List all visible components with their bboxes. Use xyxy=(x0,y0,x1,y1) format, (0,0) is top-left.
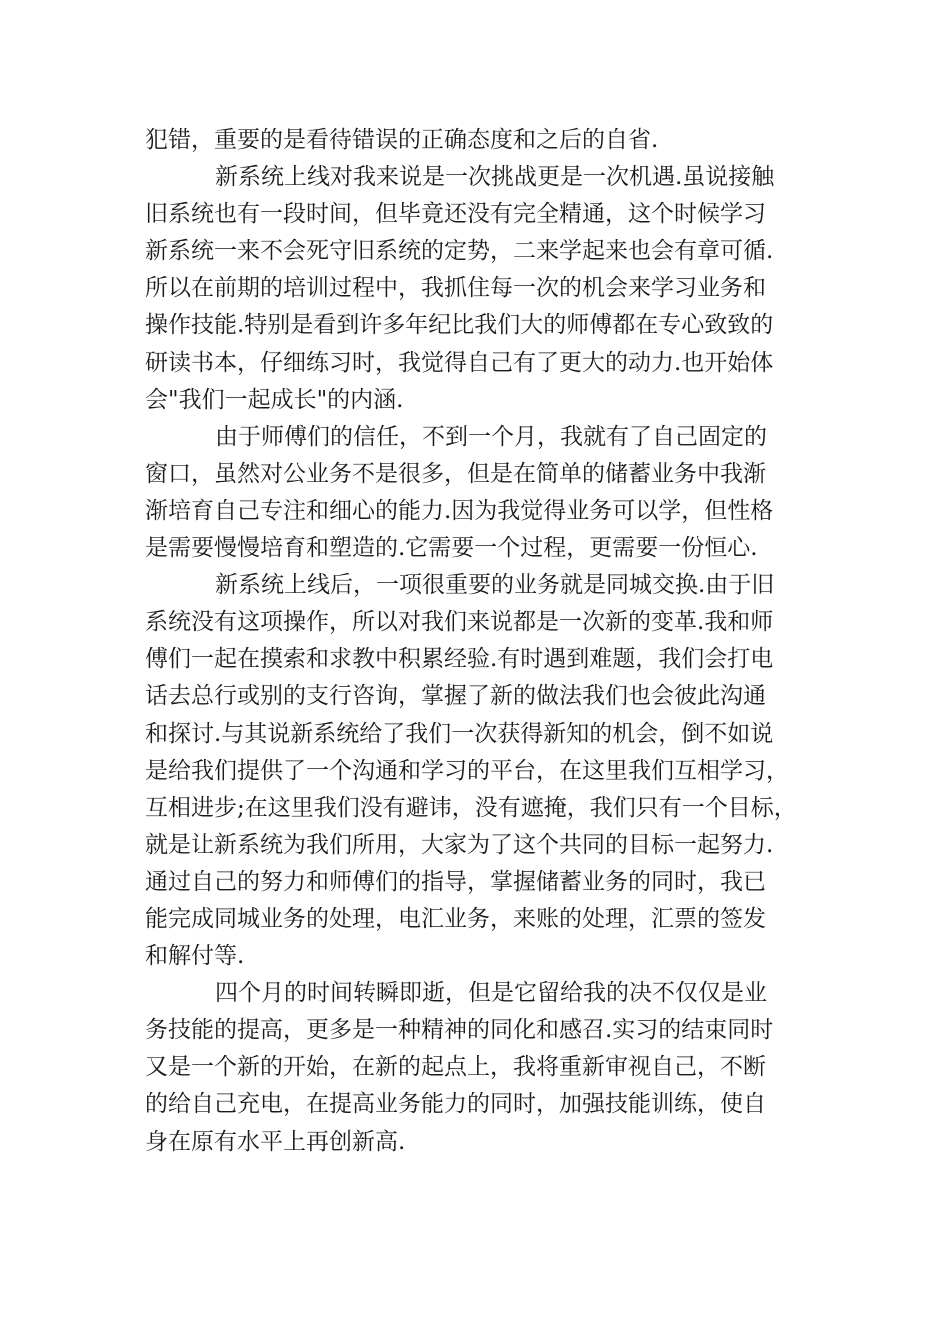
text-line: 是需要慢慢培育和塑造的.它需要一个过程，更需要一份恒心. xyxy=(145,535,758,562)
text-line: 务技能的提高，更多是一种精神的同化和感召.实习的结束同时 xyxy=(145,1017,774,1044)
paragraph-first-line: 新系统上线后，一项很重要的业务就是同城交换.由于旧 xyxy=(215,572,775,599)
text-line: 新系统一来不会死守旧系统的定势，二来学起来也会有章可循. xyxy=(145,238,774,265)
text-line: 又是一个新的开始，在新的起点上，我将重新审视自己，不断 xyxy=(145,1054,766,1081)
text-line: 傅们一起在摸索和求教中积累经验.有时遇到难题，我们会打电 xyxy=(145,646,774,673)
text-line: 窗口，虽然对公业务不是很多，但是在简单的储蓄业务中我渐 xyxy=(145,460,766,487)
text-line: 旧系统也有一段时间，但毕竟还没有完全精通，这个时候学习 xyxy=(145,201,766,228)
text-line: 和解付等. xyxy=(145,943,245,970)
paragraph-first-line: 由于师傅们的信任，不到一个月，我就有了自己固定的 xyxy=(215,423,767,450)
text-line: 互相进步;在这里我们没有避讳，没有遮掩，我们只有一个目标， xyxy=(145,794,797,821)
paragraph-first-line: 四个月的时间转瞬即逝，但是它留给我的决不仅仅是业 xyxy=(215,980,767,1007)
text-line: 系统没有这项操作，所以对我们来说都是一次新的变革.我和师 xyxy=(145,609,774,636)
document-body xyxy=(145,122,815,1161)
text-line: 会"我们一起成长"的内涵. xyxy=(145,386,404,413)
text-line: 的给自己充电，在提高业务能力的同时，加强技能训练，使自 xyxy=(145,1091,766,1118)
text-line: 操作技能.特别是看到许多年纪比我们大的师傅都在专心致致的 xyxy=(145,312,774,339)
text-line: 身在原有水平上再创新高. xyxy=(145,1128,406,1155)
text-line: 犯错，重要的是看待错误的正确态度和之后的自省. xyxy=(145,127,659,153)
paragraph-first-line: 新系统上线对我来说是一次挑战更是一次机遇.虽说接触 xyxy=(215,164,775,191)
text-line: 是给我们提供了一个沟通和学习的平台，在这里我们互相学习， xyxy=(145,757,789,784)
text-line: 能完成同城业务的处理，电汇业务，来账的处理，汇票的签发 xyxy=(145,905,766,932)
text-line: 通过自己的努力和师傅们的指导，掌握储蓄业务的同时，我已 xyxy=(145,868,766,895)
text-line: 话去总行或别的支行咨询，掌握了新的做法我们也会彼此沟通 xyxy=(145,683,766,710)
text-line: 研读书本，仔细练习时，我觉得自己有了更大的动力.也开始体 xyxy=(145,349,774,376)
text-line: 渐培育自己专注和细心的能力.因为我觉得业务可以学，但性格 xyxy=(145,497,774,524)
text-line: 所以在前期的培训过程中，我抓住每一次的机会来学习业务和 xyxy=(145,275,766,302)
text-line: 和探讨.与其说新系统给了我们一次获得新知的机会，倒不如说 xyxy=(145,720,774,747)
text-line: 就是让新系统为我们所用，大家为了这个共同的目标一起努力. xyxy=(145,831,774,858)
